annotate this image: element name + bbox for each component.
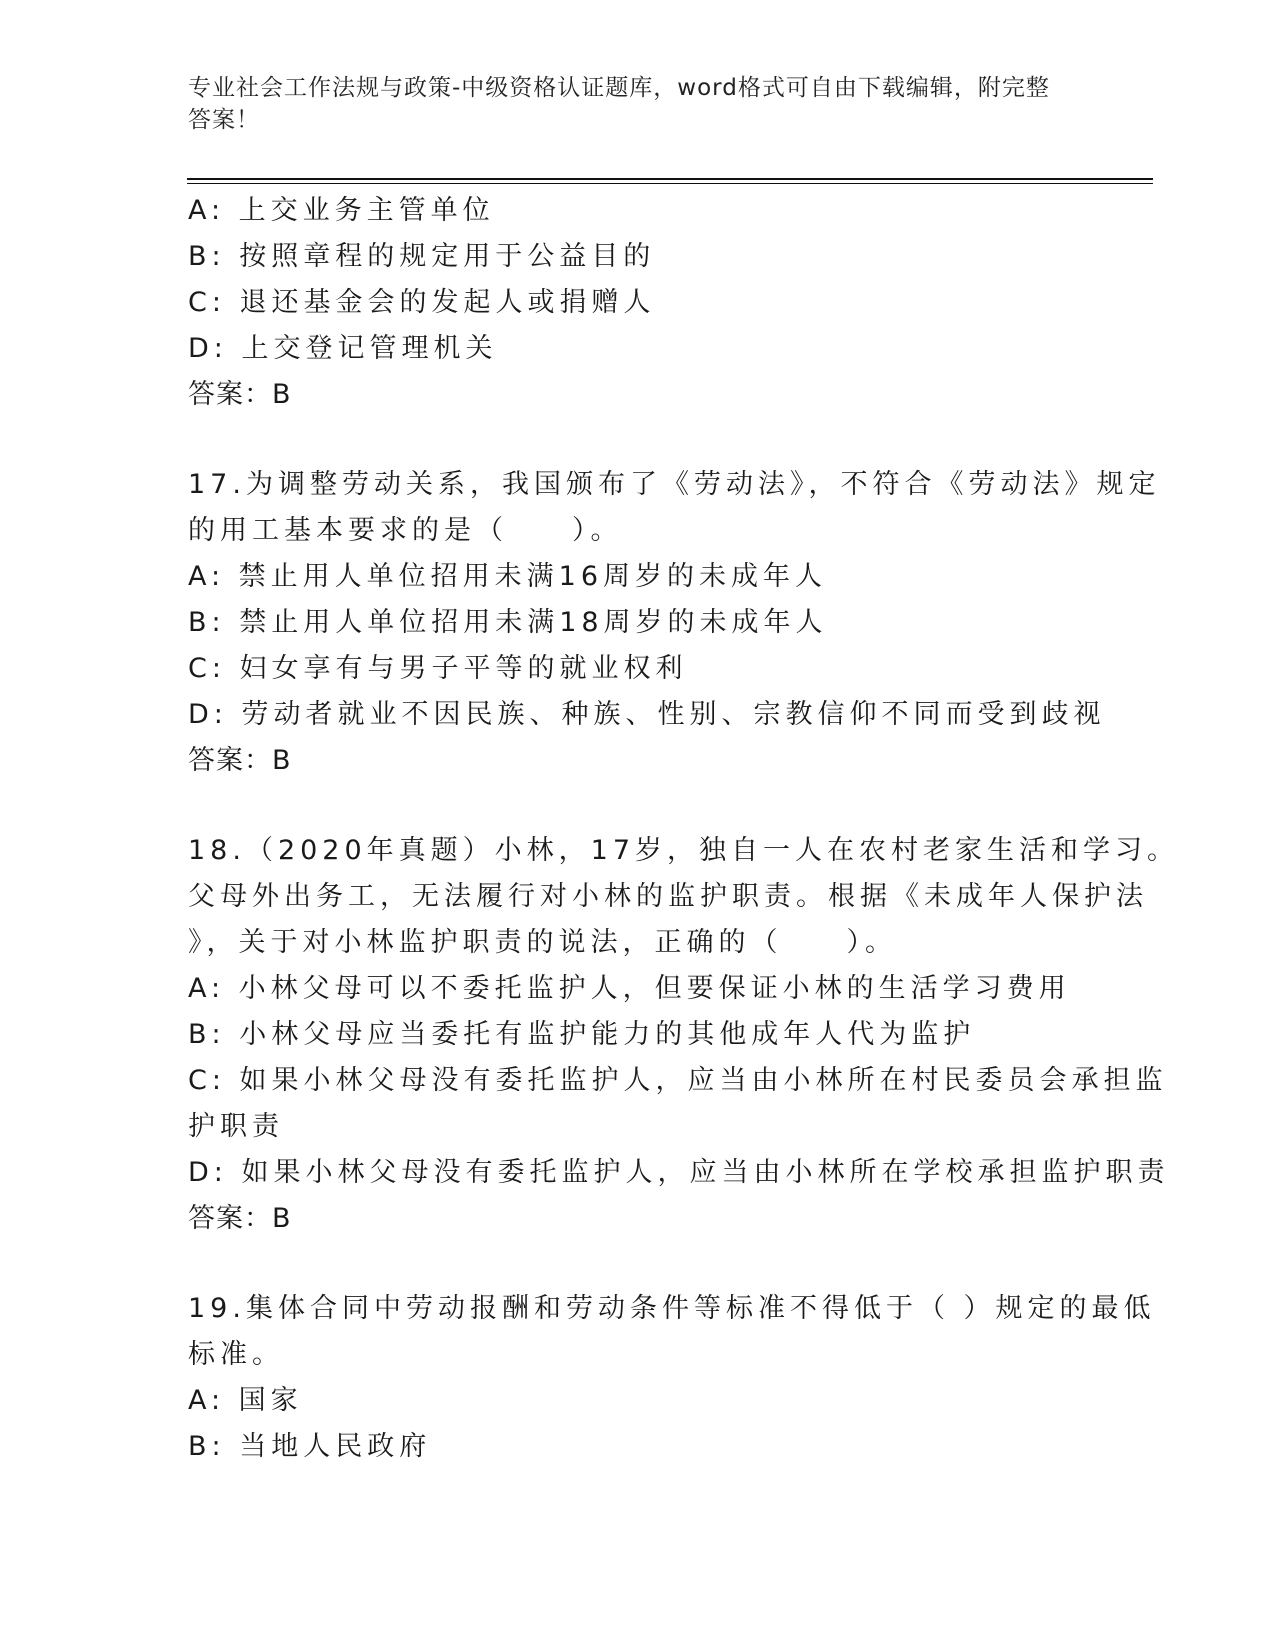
header-line-1: 专业社会工作法规与政策-中级资格认证题库，word格式可自由下载编辑，附完整 (188, 75, 1050, 101)
question-17 (188, 462, 1161, 784)
option-d: D: 劳动者就业不因民族、种族、性别、宗教信仰不同而受到歧视 (188, 699, 1106, 730)
option-c: C: 妇女享有与男子平等的就业权利 (188, 653, 688, 684)
spacer (188, 784, 1108, 828)
header-rule-thin (187, 183, 1153, 184)
question-stem: 17.为调整劳动关系，我国颁布了《劳动法》，不符合《劳动法》规定 (188, 469, 1161, 500)
header-line-2: 答案！ (188, 107, 260, 133)
question-18 (188, 828, 1180, 1242)
question-list (188, 188, 1180, 1470)
option-c: C: 如果小林父母没有委托监护人，应当由小林所在村民委员会承担监 (188, 1065, 1168, 1096)
option-a: A: 国家 (188, 1385, 303, 1416)
page-header (188, 72, 1088, 136)
option-d: D: 如果小林父母没有委托监护人，应当由小林所在学校承担监护职责 (188, 1157, 1170, 1188)
header-rule-thick (187, 178, 1153, 180)
question-stem: 19.集体合同中劳动报酬和劳动条件等标准不得低于（ ）规定的最低 (188, 1293, 1156, 1324)
question-stem: 标准。 (188, 1339, 284, 1370)
option-b: B: 禁止用人单位招用未满18周岁的未成年人 (188, 607, 828, 638)
question-stem: 18.（2020年真题）小林，17岁，独自一人在农村老家生活和学习。 (188, 835, 1180, 866)
question-stem: 父母外出务工，无法履行对小林的监护职责。根据《未成年人保护法 (188, 881, 1148, 912)
question-stem: 》，关于对小林监护职责的说法，正确的（ ）。 (188, 927, 897, 958)
option-d: D: 上交登记管理机关 (188, 333, 498, 364)
option-c-continued: 护职责 (188, 1111, 284, 1142)
answer: 答案：B (188, 745, 292, 776)
option-c: C: 退还基金会的发起人或捐赠人 (188, 287, 656, 318)
option-b: B: 小林父母应当委托有监护能力的其他成年人代为监护 (188, 1019, 976, 1050)
answer: 答案：B (188, 1203, 292, 1234)
option-b: B: 当地人民政府 (188, 1431, 432, 1462)
question-stem: 的用工基本要求的是（ ）。 (188, 515, 623, 546)
answer: 答案：B (188, 379, 292, 410)
question-19 (188, 1286, 1156, 1470)
option-b: B: 按照章程的规定用于公益目的 (188, 241, 656, 272)
spacer (188, 418, 1108, 462)
option-a: A: 小林父母可以不委托监护人，但要保证小林的生活学习费用 (188, 973, 1071, 1004)
spacer (188, 1242, 1108, 1286)
option-a: A: 禁止用人单位招用未满16周岁的未成年人 (188, 561, 828, 592)
option-a: A: 上交业务主管单位 (188, 195, 495, 226)
question-16 (188, 188, 1108, 418)
